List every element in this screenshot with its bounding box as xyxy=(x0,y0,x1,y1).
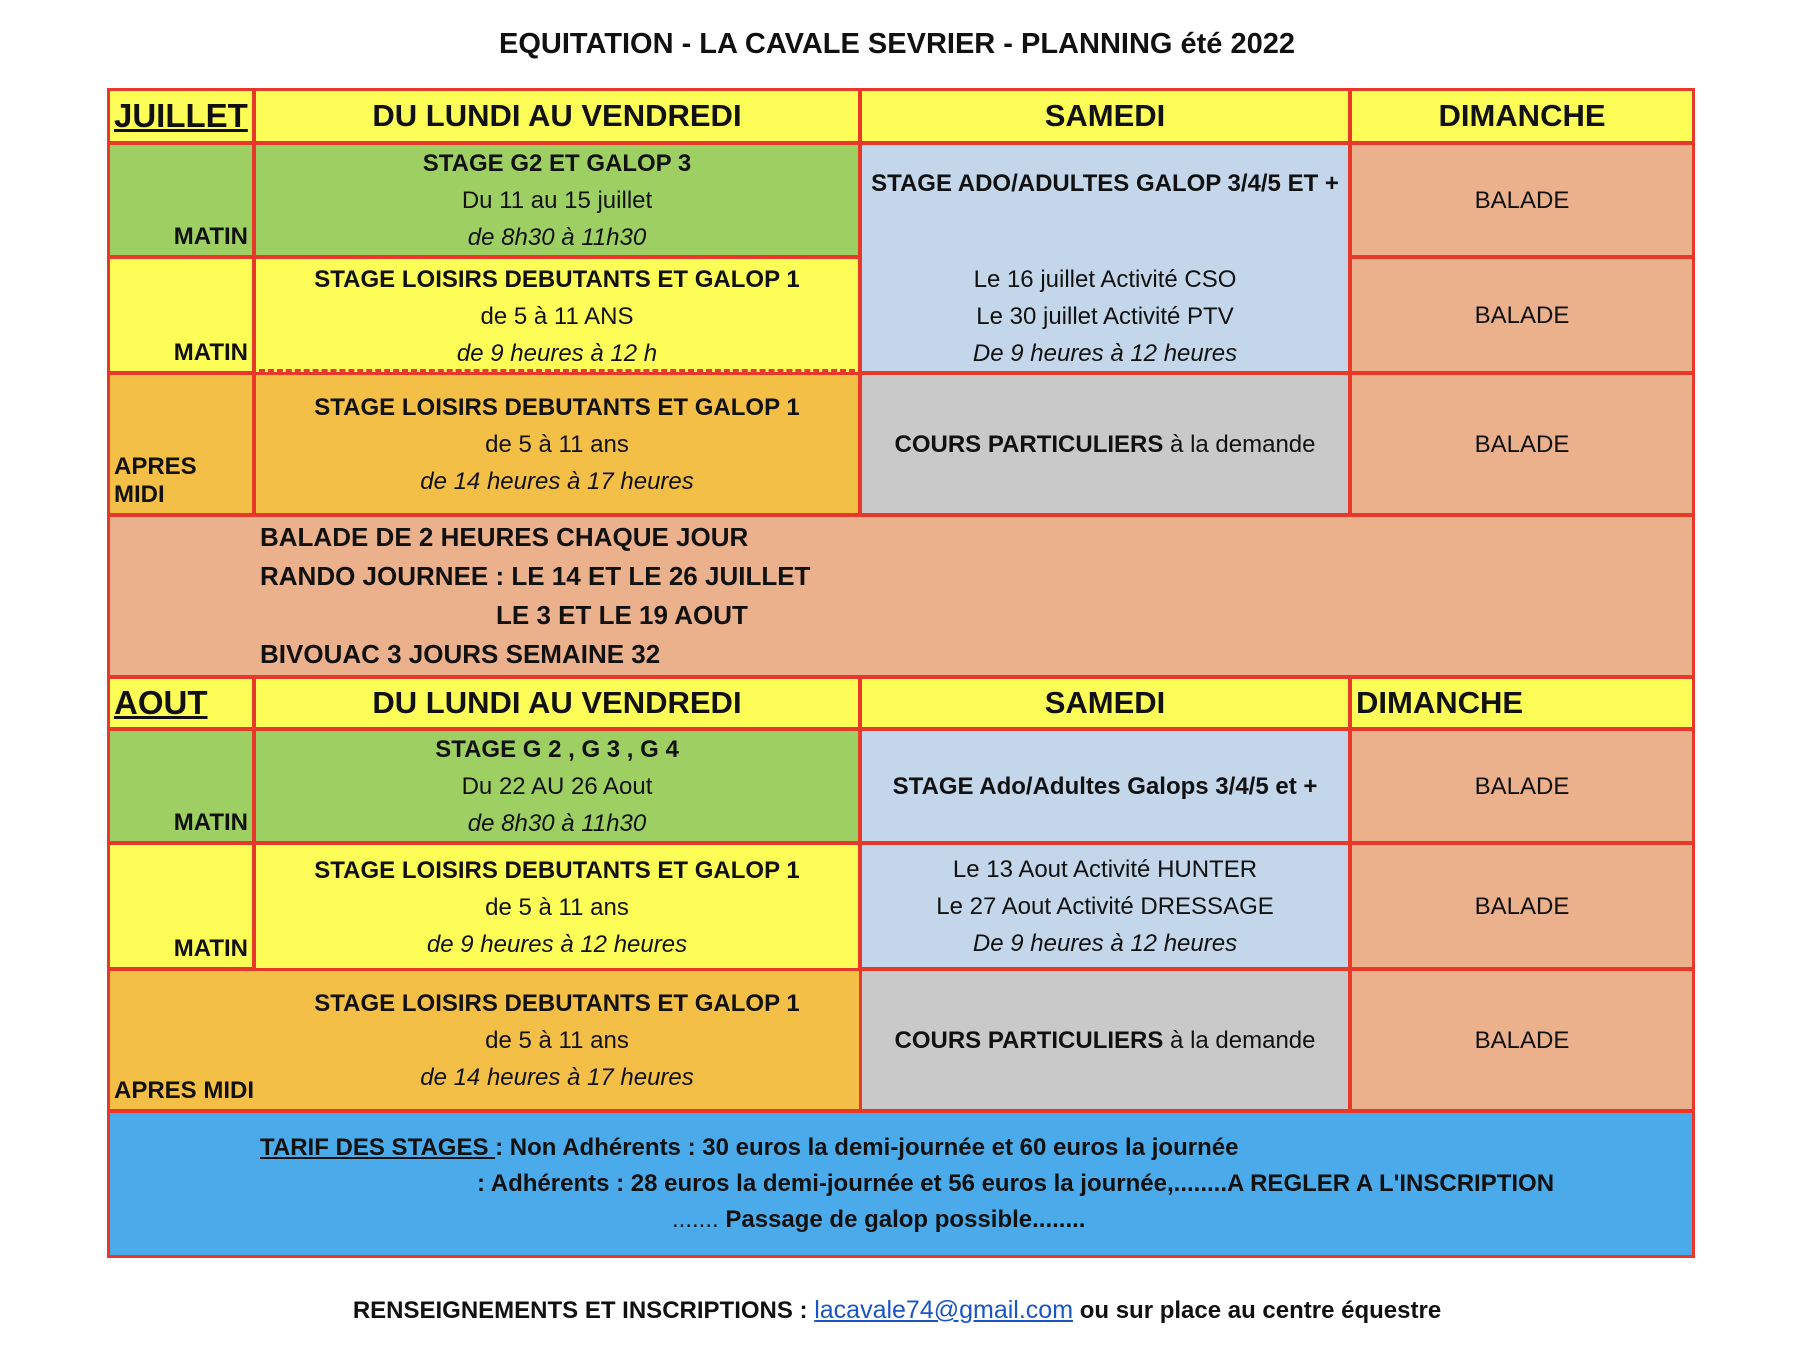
slot-juillet-matin-2: MATIN xyxy=(107,256,255,374)
email-link[interactable]: lacavale74@gmail.com xyxy=(814,1296,1074,1324)
aout-saturday-row1 xyxy=(859,728,1351,844)
schedule-table xyxy=(107,88,1695,1268)
tarif-galop: Passage de galop possible........ xyxy=(725,1206,1086,1233)
sunday-activity: BALADE xyxy=(1474,892,1570,920)
juillet-sunday-row3 xyxy=(1349,372,1695,516)
juillet-week-row2 xyxy=(253,256,861,374)
stage-name: STAGE LOISIRS DEBUTANTS ET GALOP 1 xyxy=(314,266,800,293)
slot-label: APRES MIDI xyxy=(114,1077,255,1104)
juillet-sunday-row2 xyxy=(1349,256,1695,374)
slot-aout-matin-1: MATIN xyxy=(107,728,255,844)
sat-stage-name: STAGE Ado/Adultes Galops 3/4/5 et + xyxy=(892,772,1318,800)
slot-juillet-matin-1: MATIN xyxy=(107,142,255,258)
stage-ages: de 5 à 11 ans xyxy=(485,1026,629,1054)
stage-hours: de 14 heures à 17 heures xyxy=(420,1063,694,1091)
sunday-activity: BALADE xyxy=(1474,772,1570,800)
sat-activity-1: Le 16 juillet Activité CSO xyxy=(973,266,1237,293)
cours-detail: à la demande xyxy=(1163,1026,1316,1054)
aout-saturday-afternoon xyxy=(859,968,1351,1112)
slot-juillet-apres-midi: APRES MIDI xyxy=(107,372,255,516)
tarif-non-adherents: : Non Adhérents : 30 euros la demi-journée et 60 euros la journée xyxy=(495,1134,1239,1161)
stage-hours: de 14 heures à 17 heures xyxy=(420,467,694,495)
aout-sunday-row2 xyxy=(1349,842,1695,970)
juillet-sunday-row1 xyxy=(1349,142,1695,258)
sat-stage-name: STAGE ADO/ADULTES GALOP 3/4/5 ET + xyxy=(871,170,1339,197)
cours-detail: à la demande xyxy=(1163,430,1316,458)
sat-hours: De 9 heures à 12 heures xyxy=(972,340,1238,367)
stage-name: STAGE LOISIRS DEBUTANTS ET GALOP 1 xyxy=(314,393,800,421)
col-sunday-juillet: DIMANCHE xyxy=(1349,88,1695,144)
stage-ages: de 5 à 11 ans xyxy=(485,430,629,458)
month-juillet: JUILLET xyxy=(107,88,255,144)
stage-hours: de 8h30 à 11h30 xyxy=(467,809,647,837)
stage-ages: de 5 à 11 ans xyxy=(485,894,629,921)
cours-label: COURS PARTICULIERS xyxy=(894,1026,1164,1054)
stage-hours: de 9 heures à 12 heures xyxy=(426,931,688,958)
tarif-block xyxy=(107,1110,1695,1258)
month-aout: AOUT xyxy=(107,676,255,730)
footer-contact xyxy=(0,1296,1794,1325)
juillet-week-row3 xyxy=(253,372,861,516)
tarif-dots: ....... xyxy=(672,1206,726,1233)
stage-name: STAGE LOISIRS DEBUTANTS ET GALOP 1 xyxy=(314,989,800,1017)
stage-dates: Du 22 AU 26 Aout xyxy=(461,772,653,800)
sunday-activity: BALADE xyxy=(1474,301,1570,329)
slot-aout-matin-2: MATIN xyxy=(107,842,255,970)
juillet-saturday-morning xyxy=(859,142,1351,374)
aout-sunday-row3 xyxy=(1349,968,1695,1112)
sunday-activity: BALADE xyxy=(1474,430,1570,458)
juillet-week-row1 xyxy=(253,142,861,258)
col-weekdays-aout: DU LUNDI AU VENDREDI xyxy=(253,676,861,730)
info-line-3: LE 3 ET LE 19 AOUT xyxy=(496,600,748,630)
tarif-label: TARIF DES STAGES xyxy=(260,1134,496,1161)
col-saturday-juillet: SAMEDI xyxy=(859,88,1351,144)
aout-week-row1 xyxy=(253,728,861,844)
info-balades xyxy=(107,514,1695,678)
sat-activity-1: Le 13 Aout Activité HUNTER xyxy=(952,855,1258,883)
sat-activity-2: Le 27 Aout Activité DRESSAGE xyxy=(936,892,1274,920)
sat-hours: De 9 heures à 12 heures xyxy=(972,929,1238,957)
tarif-adherents: : Adhérents : 28 euros la demi-journée et 56 euros la journée,........A REGLER A L'INSCRIPTION xyxy=(477,1170,1555,1197)
sunday-activity: BALADE xyxy=(1474,1026,1570,1054)
stage-name: STAGE G2 ET GALOP 3 xyxy=(422,149,692,177)
stage-hours: de 8h30 à 11h30 xyxy=(467,223,647,251)
aout-week-row2 xyxy=(253,842,861,970)
footer-suffix: ou sur place au centre équestre xyxy=(1073,1297,1442,1324)
stage-name: STAGE G 2 , G 3 , G 4 xyxy=(435,735,679,763)
sunday-activity: BALADE xyxy=(1474,186,1570,214)
aout-saturday-row2 xyxy=(859,842,1351,970)
stage-ages: de 5 à 11 ANS xyxy=(480,303,634,330)
page-title: EQUITATION - LA CAVALE SEVRIER - PLANNING été 2022 xyxy=(499,28,1295,60)
stage-name: STAGE LOISIRS DEBUTANTS ET GALOP 1 xyxy=(314,857,800,884)
sat-activity-2: Le 30 juillet Activité PTV xyxy=(976,303,1234,330)
info-line-1: BALADE DE 2 HEURES CHAQUE JOUR xyxy=(260,522,749,552)
footer-prefix: RENSEIGNEMENTS ET INSCRIPTIONS : xyxy=(352,1297,815,1324)
col-saturday-aout: SAMEDI xyxy=(859,676,1351,730)
cours-label: COURS PARTICULIERS xyxy=(894,430,1164,458)
juillet-saturday-afternoon xyxy=(859,372,1351,516)
stage-hours: de 9 heures à 12 h xyxy=(456,340,658,367)
col-sunday-aout: DIMANCHE xyxy=(1349,676,1695,730)
info-line-2: RANDO JOURNEE : LE 14 ET LE 26 JUILLET xyxy=(260,561,811,591)
aout-sunday-row1 xyxy=(1349,728,1695,844)
col-weekdays-juillet: DU LUNDI AU VENDREDI xyxy=(253,88,861,144)
aout-week-row3 xyxy=(253,968,861,1112)
stage-dates: Du 11 au 15 juillet xyxy=(461,186,653,214)
info-line-4: BIVOUAC 3 JOURS SEMAINE 32 xyxy=(260,639,661,669)
